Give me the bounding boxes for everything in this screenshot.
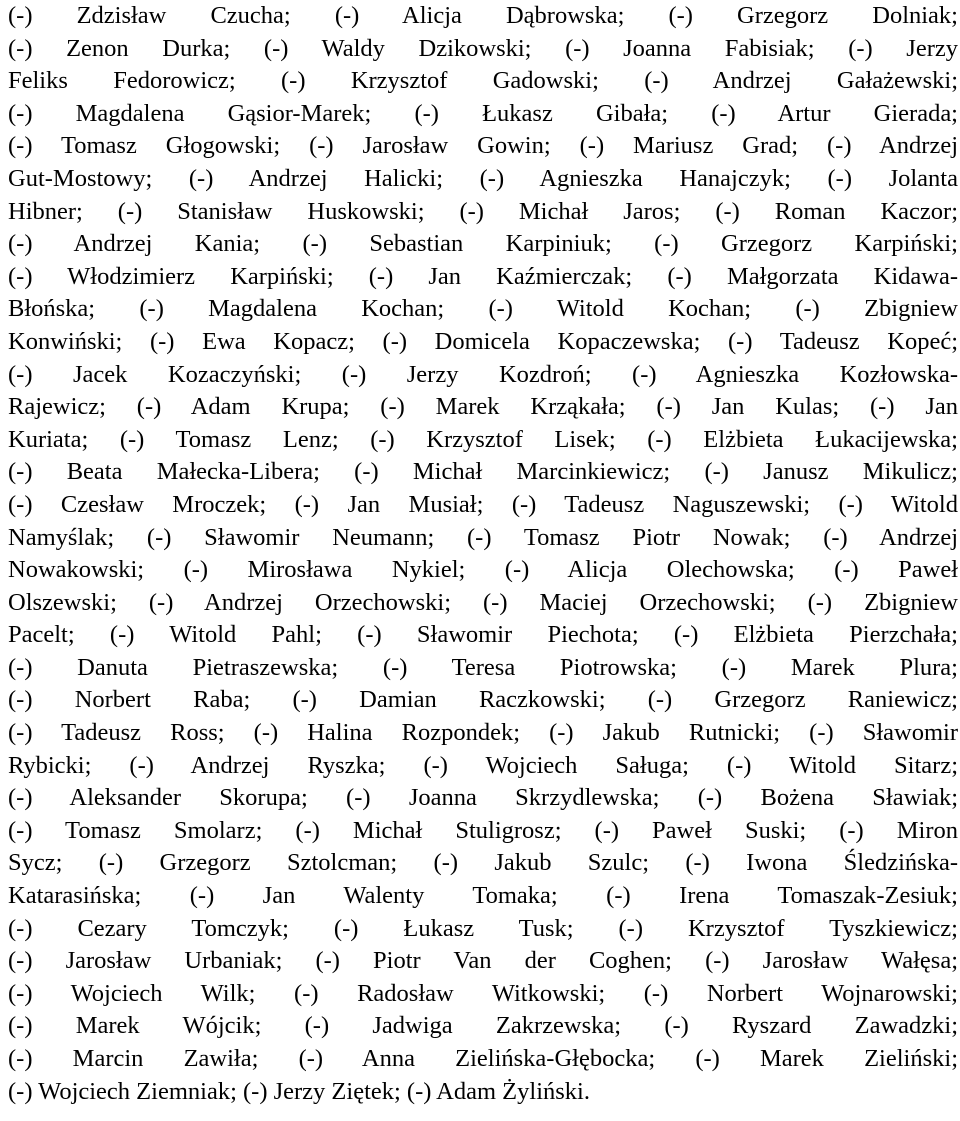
text-line: Feliks Fedorowicz; (-) Krzysztof Gadowski; (-) Andrzej Gałażewski; — [8, 67, 958, 95]
text-line: (-) Czesław Mroczek; (-) Jan Musiał; (-) Tadeusz Naguszewski; (-) Witold — [8, 490, 958, 518]
text-line: (-) Wojciech Wilk; (-) Radosław Witkowski; (-) Norbert Wojnarowski; — [8, 979, 958, 1007]
text-line: Konwiński; (-) Ewa Kopacz; (-) Domicela Kopaczewska; (-) Tadeusz Kopeć; — [8, 327, 958, 355]
text-line: (-) Cezary Tomczyk; (-) Łukasz Tusk; (-) Krzysztof Tyszkiewicz; — [8, 914, 958, 942]
text-line: Gut-Mostowy; (-) Andrzej Halicki; (-) Agnieszka Hanajczyk; (-) Jolanta — [8, 164, 958, 192]
text-line: (-) Zenon Durka; (-) Waldy Dzikowski; (-) Joanna Fabisiak; (-) Jerzy — [8, 34, 958, 62]
text-line: Namyślak; (-) Sławomir Neumann; (-) Tomasz Piotr Nowak; (-) Andrzej — [8, 523, 958, 551]
text-line: (-) Andrzej Kania; (-) Sebastian Karpiniuk; (-) Grzegorz Karpiński; — [8, 230, 958, 258]
text-line: (-) Tadeusz Ross; (-) Halina Rozpondek; (-) Jakub Rutnicki; (-) Sławomir — [8, 719, 958, 747]
text-line: (-) Jacek Kozaczyński; (-) Jerzy Kozdroń; (-) Agnieszka Kozłowska- — [8, 360, 958, 388]
text-line: Nowakowski; (-) Mirosława Nykiel; (-) Alicja Olechowska; (-) Paweł — [8, 556, 958, 584]
text-line: (-) Norbert Raba; (-) Damian Raczkowski; (-) Grzegorz Raniewicz; — [8, 686, 958, 714]
text-line: (-) Magdalena Gąsior-Marek; (-) Łukasz Gibała; (-) Artur Gierada; — [8, 99, 958, 127]
text-line: Katarasińska; (-) Jan Walenty Tomaka; (-) Irena Tomaszak-Zesiuk; — [8, 882, 958, 910]
text-line: (-) Tomasz Smolarz; (-) Michał Stuligrosz; (-) Paweł Suski; (-) Miron — [8, 816, 958, 844]
text-line: (-) Marek Wójcik; (-) Jadwiga Zakrzewska; (-) Ryszard Zawadzki; — [8, 1012, 958, 1040]
text-line: Pacelt; (-) Witold Pahl; (-) Sławomir Piechota; (-) Elżbieta Pierzchała; — [8, 621, 958, 649]
text-line: Kuriata; (-) Tomasz Lenz; (-) Krzysztof Lisek; (-) Elżbieta Łukacijewska; — [8, 425, 958, 453]
text-line: Hibner; (-) Stanisław Huskowski; (-) Michał Jaros; (-) Roman Kaczor; — [8, 197, 958, 225]
text-line: (-) Aleksander Skorupa; (-) Joanna Skrzydlewska; (-) Bożena Sławiak; — [8, 784, 958, 812]
text-line: (-) Jarosław Urbaniak; (-) Piotr Van der Coghen; (-) Jarosław Wałęsa; — [8, 947, 958, 975]
text-line: (-) Marcin Zawiła; (-) Anna Zielińska-Głębocka; (-) Marek Zieliński; — [8, 1045, 958, 1072]
text-line: Olszewski; (-) Andrzej Orzechowski; (-) Maciej Orzechowski; (-) Zbigniew — [8, 588, 958, 616]
text-line: (-) Tomasz Głogowski; (-) Jarosław Gowin; (-) Mariusz Grad; (-) Andrzej — [8, 132, 958, 160]
text-line: Rajewicz; (-) Adam Krupa; (-) Marek Krząkała; (-) Jan Kulas; (-) Jan — [8, 393, 958, 421]
text-line-last: (-) Wojciech Ziemniak; (-) Jerzy Ziętek; (-) Adam Żyliński. — [8, 1077, 590, 1105]
text-line: Rybicki; (-) Andrzej Ryszka; (-) Wojciech Saługa; (-) Witold Sitarz; — [8, 751, 958, 779]
text-line: Sycz; (-) Grzegorz Sztolcman; (-) Jakub Szulc; (-) Iwona Śledzińska- — [8, 849, 958, 877]
text-line: (-) Zdzisław Czucha; (-) Alicja Dąbrowska; (-) Grzegorz Dolniak; — [8, 2, 958, 29]
text-line: (-) Włodzimierz Karpiński; (-) Jan Kaźmierczak; (-) Małgorzata Kidawa- — [8, 262, 958, 290]
document-body — [8, 0, 958, 1108]
text-line: (-) Danuta Pietraszewska; (-) Teresa Piotrowska; (-) Marek Plura; — [8, 653, 958, 681]
text-line: Błońska; (-) Magdalena Kochan; (-) Witold Kochan; (-) Zbigniew — [8, 295, 958, 323]
text-line: (-) Beata Małecka-Libera; (-) Michał Marcinkiewicz; (-) Janusz Mikulicz; — [8, 458, 958, 486]
